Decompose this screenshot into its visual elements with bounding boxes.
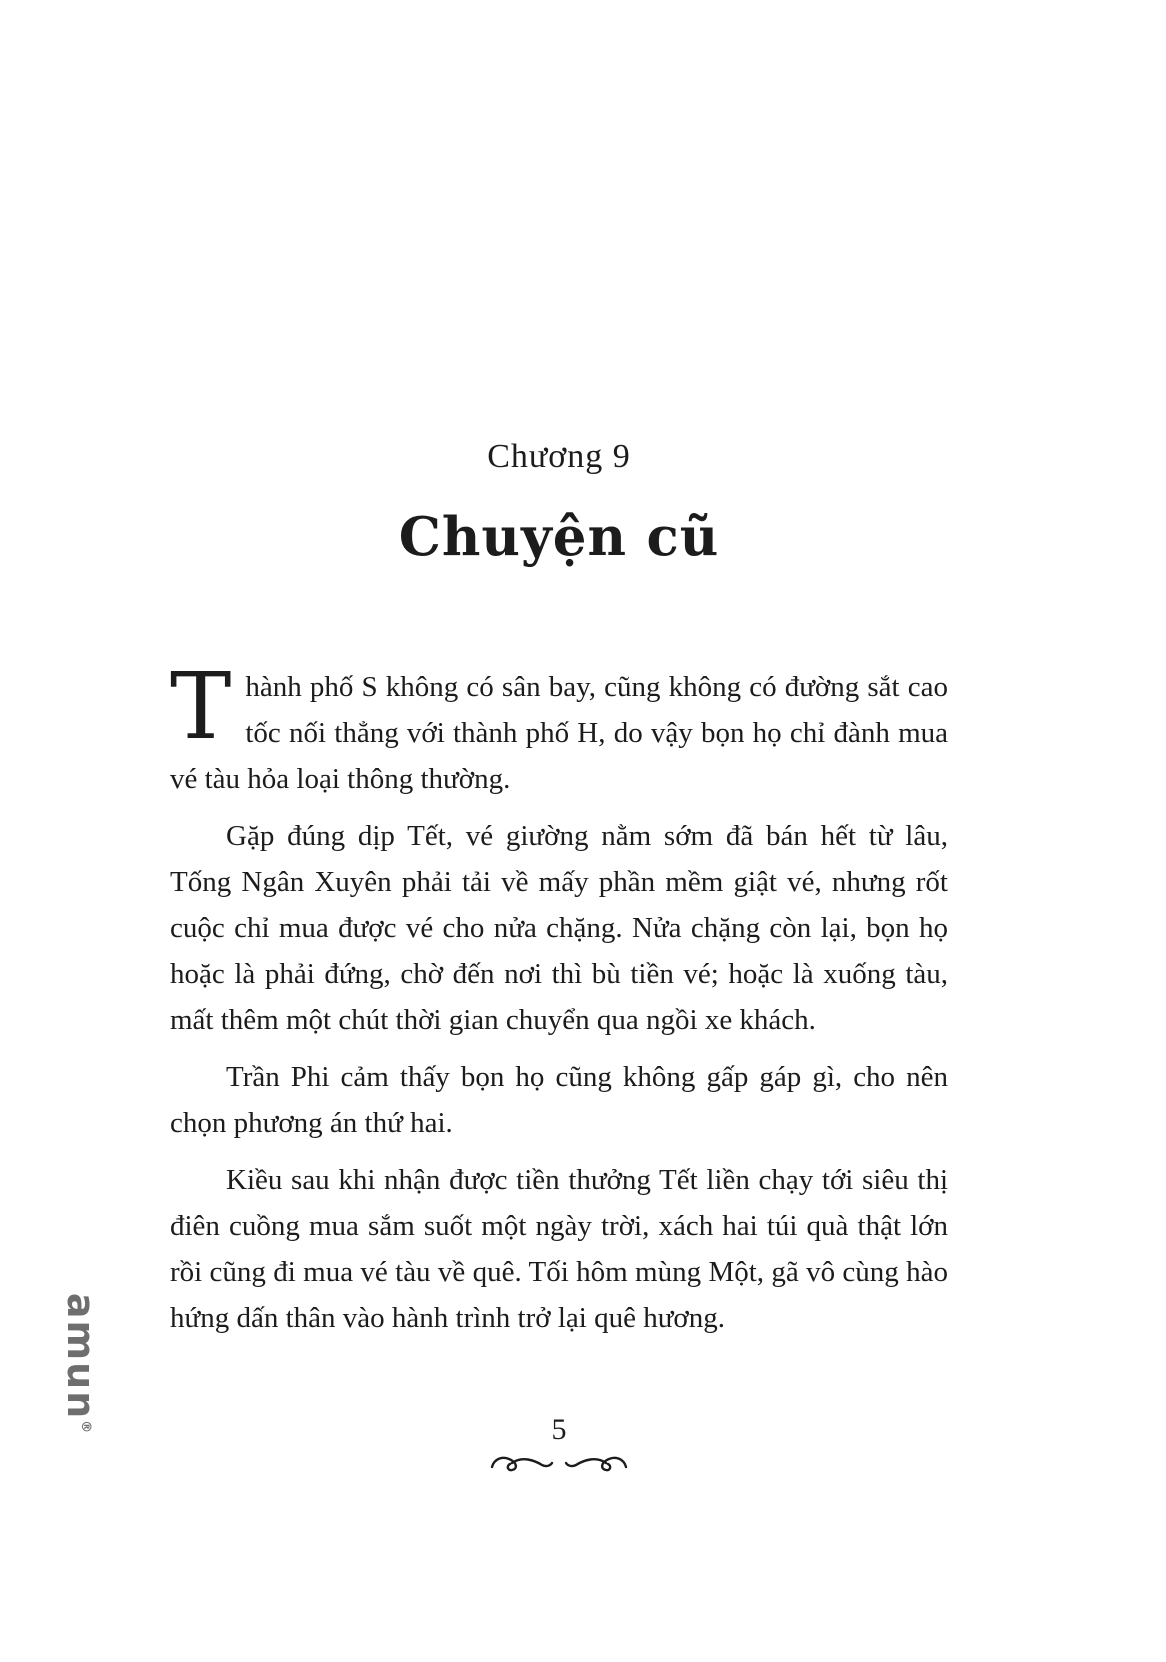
publisher-logo-wrap (16, 1292, 146, 1434)
paragraph: Kiều sau khi nhận được tiền thưởng Tết liền chạy tới siêu thị điên cuồng mua sắm suốt một ngày trời, xách hai túi quà thật lớn rồi cũng đi mua vé tàu về quê. Tối hôm mùng Một, gã vô cùng hào hứng dấn thân vào hành trình trở lại quê hương. (170, 1164, 948, 1334)
body-text (170, 653, 948, 1341)
page-content (170, 438, 948, 1352)
page-number: 5 (551, 1413, 567, 1446)
paragraph-text: hành phố S không có sân bay, cũng không có đường sắt cao tốc nối thẳng với thành phố H, do vậy bọn họ chỉ đành mua vé tàu hỏa loại thông thường. (170, 671, 948, 795)
flourish-ornament (484, 1450, 634, 1478)
publisher-logo (59, 1293, 103, 1433)
dropcap-letter: T (170, 653, 232, 760)
paragraph (170, 653, 948, 802)
publisher-logo-text: amun (59, 1292, 103, 1421)
chapter-title: Chuyện cũ (398, 506, 720, 568)
paragraph: Trần Phi cảm thấy bọn họ cũng không gấp gáp gì, cho nên chọn phương án thứ hai. (170, 1061, 948, 1139)
page-footer (170, 1414, 948, 1483)
paragraph: Gặp đúng dịp Tết, vé giường nằm sớm đã bán hết từ lâu, Tống Ngân Xuyên phải tải về mấy phần mềm giật vé, nhưng rốt cuộc chỉ mua được vé cho nửa chặng. Nửa chặng còn lại, bọn họ hoặc là phải đứng, chờ đến nơi thì bù tiền vé; hoặc là xuống tàu, mất thêm một chút thời gian chuyển qua ngồi xe khách. (170, 820, 948, 1036)
chapter-label: Chương 9 (487, 438, 631, 475)
registered-trademark-icon: ® (77, 1420, 93, 1434)
